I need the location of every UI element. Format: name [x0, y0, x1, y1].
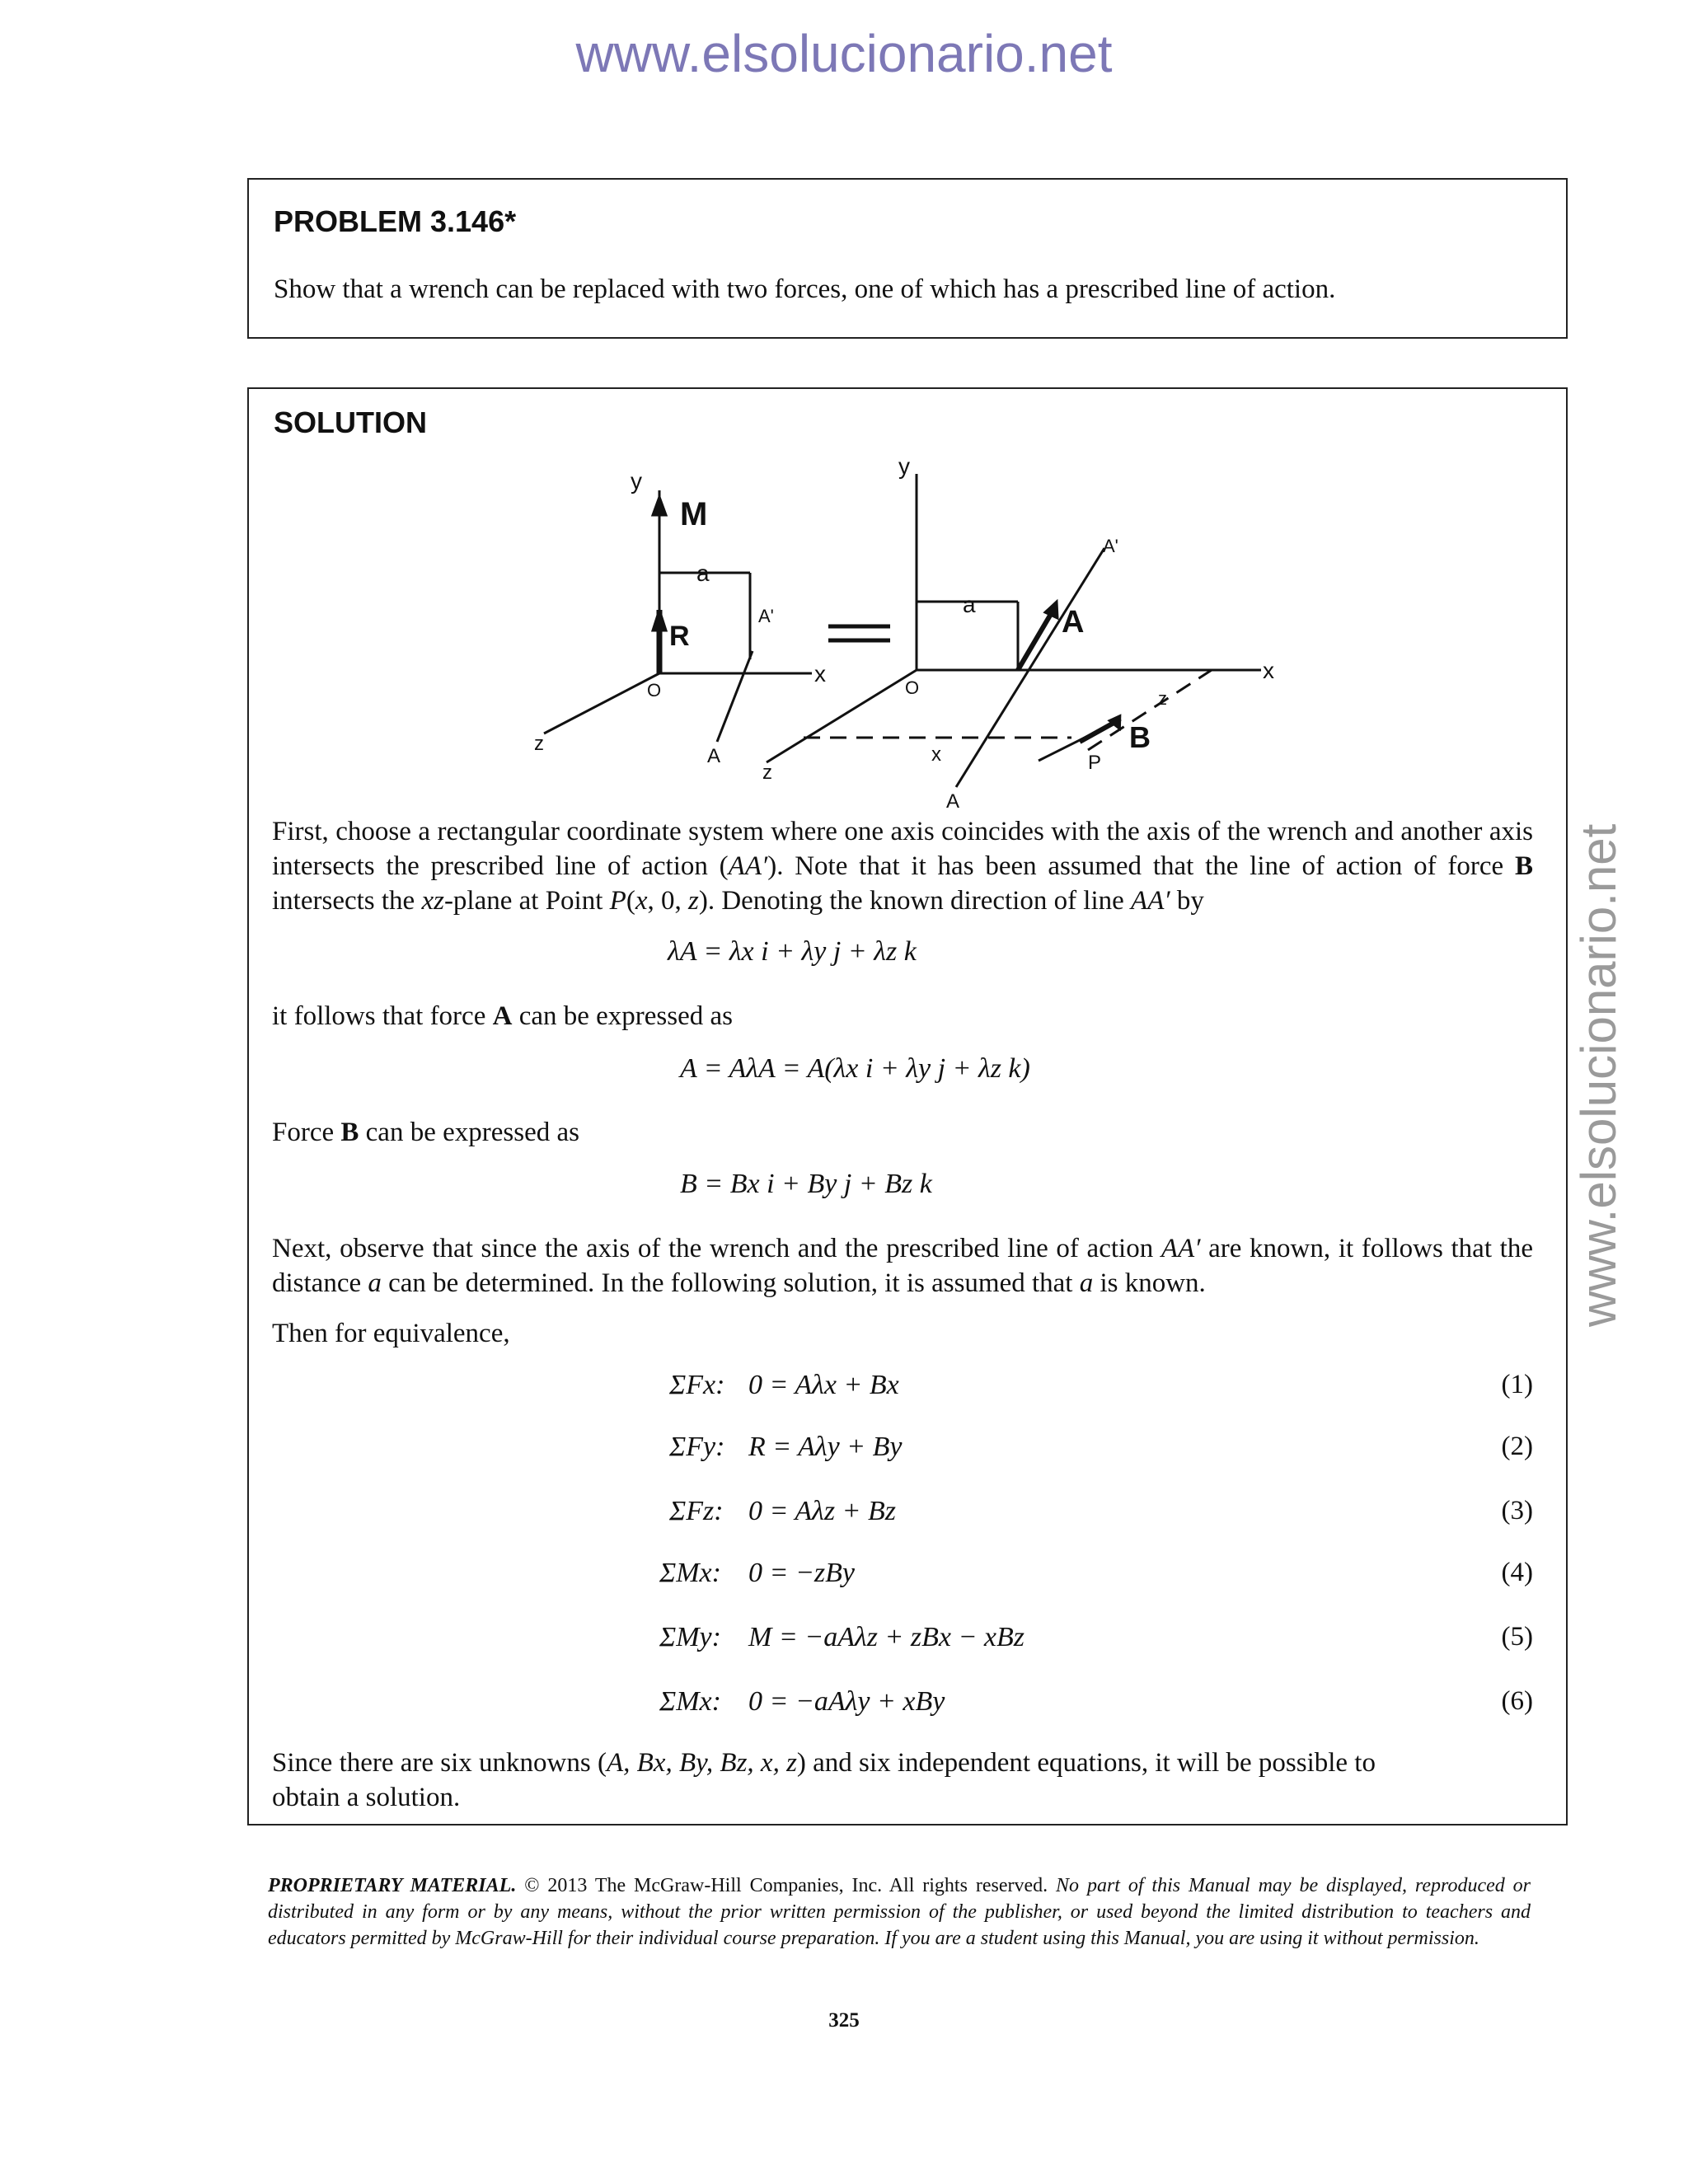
para-conclusion: Since there are six unknowns (A, Bx, By, Bz, x, z) and six independent equations, it will be possible to obtain a solution.: [272, 1748, 1376, 1812]
equation-5-lhs: ΣMy:: [659, 1622, 721, 1652]
right-aprime-label: A': [1103, 536, 1118, 556]
equation-2-rhs: R = Aλy + By: [748, 1432, 903, 1462]
left-z-label: z: [534, 733, 544, 755]
equation-1-lhs: ΣFx:: [669, 1370, 725, 1400]
watermark-side: www.elsolucionario.net: [1571, 823, 1626, 1327]
equation-5-number: (5): [1501, 1622, 1533, 1652]
left-line-aa: [717, 651, 753, 742]
left-m-label: M: [680, 496, 708, 532]
right-x-dist-label: x: [931, 743, 941, 766]
right-a-dim-label: a: [963, 592, 976, 617]
force-b-vector: [1080, 721, 1117, 742]
right-p-label: P: [1088, 752, 1102, 774]
left-z-axis: [544, 673, 662, 733]
equation-force-a: A = AλA = A(λx i + λy j + λz k): [680, 1053, 1030, 1084]
left-a-dim-label: a: [696, 560, 710, 586]
para-force-a-intro: it follows that force A can be expressed as: [272, 1001, 733, 1031]
watermark-top: www.elsolucionario.net: [575, 24, 1113, 83]
right-force-b-label: B: [1129, 720, 1151, 754]
footer-copyright: PROPRIETARY MATERIAL. © 2013 The McGraw-Hill Companies, Inc. All rights reserved. No part of this Manual may be displayed, reproduced or distributed in any form or by any means, without the prior written permission of the publisher, or used beyond the limited distribution to teachers and educators permitted by McGraw-Hill for their individual course preparation. If you are a student using this Manual, you are using it without permission.: [268, 1875, 1531, 1949]
para-distance-a: Next, observe that since the axis of the wrench and the prescribed line of action AA′ are known, it follows that the distance a can be determined. In the following solution, it is assumed that a is known.: [272, 1234, 1533, 1298]
right-origin-label: O: [905, 677, 920, 698]
right-z-far-label: z: [1158, 688, 1167, 709]
equation-3-lhs: ΣFz:: [669, 1496, 724, 1526]
equation-lambda: λA = λx i + λy j + λz k: [668, 936, 917, 967]
right-force-a-label: A: [1062, 605, 1085, 640]
right-y-label: y: [898, 457, 910, 479]
moment-arrow-icon: [653, 497, 666, 515]
equation-6-rhs: 0 = −aAλy + xBy: [748, 1686, 945, 1717]
problem-box: [247, 178, 1568, 339]
page-number: 325: [828, 2009, 860, 2032]
equation-4-number: (4): [1501, 1558, 1533, 1587]
para-coordinate-system: First, choose a rectangular coordinate system where one axis coincides with the axis of the wrench and another axis intersects the prescribed line of action (AA′). Note that it has been assumed that the line of action of force B intersects the xz-plane at Point P(x, 0, z). Denoting the known direction of line AA′ by: [272, 817, 1533, 916]
para-force-b-intro: Force B can be expressed as: [272, 1118, 579, 1147]
left-aprime-label: A': [758, 606, 774, 626]
left-r-label: R: [669, 621, 690, 652]
left-a-point-label: A: [707, 745, 721, 767]
problem-title: PROBLEM 3.146*: [274, 204, 517, 238]
left-origin-label: O: [647, 680, 662, 701]
equation-2-number: (2): [1501, 1432, 1533, 1461]
equation-force-b: B = Bx i + By j + Bz k: [680, 1169, 932, 1199]
right-z-axis: [767, 670, 920, 762]
right-line-aa: [956, 548, 1104, 787]
equation-3-rhs: 0 = Aλz + Bz: [748, 1496, 896, 1526]
problem-text: Show that a wrench can be replaced with two forces, one of which has a prescribed line of action.: [274, 274, 1336, 304]
wrench-diagram: [511, 457, 1302, 812]
equation-4-lhs: ΣMx:: [659, 1558, 721, 1588]
solution-heading: SOLUTION: [274, 405, 427, 439]
equation-6-number: (6): [1501, 1686, 1533, 1716]
right-a-point-label: A: [946, 790, 960, 812]
equation-5-rhs: M = −aAλz + zBx − xBz: [748, 1622, 1025, 1652]
right-x-label: x: [1263, 658, 1274, 683]
left-y-label: y: [631, 468, 642, 494]
equation-1-rhs: 0 = Aλx + Bx: [748, 1370, 899, 1400]
equation-2-lhs: ΣFy:: [669, 1432, 725, 1462]
equation-6-lhs: ΣMx:: [659, 1686, 721, 1717]
equation-4-rhs: 0 = −zBy: [748, 1558, 855, 1588]
equation-1-number: (1): [1501, 1370, 1533, 1399]
right-z-label: z: [762, 762, 772, 784]
para-equivalence: Then for equivalence,: [272, 1319, 510, 1348]
force-a-arrow-icon: [1045, 602, 1057, 618]
left-x-label: x: [814, 661, 826, 687]
equation-3-number: (3): [1501, 1496, 1533, 1526]
